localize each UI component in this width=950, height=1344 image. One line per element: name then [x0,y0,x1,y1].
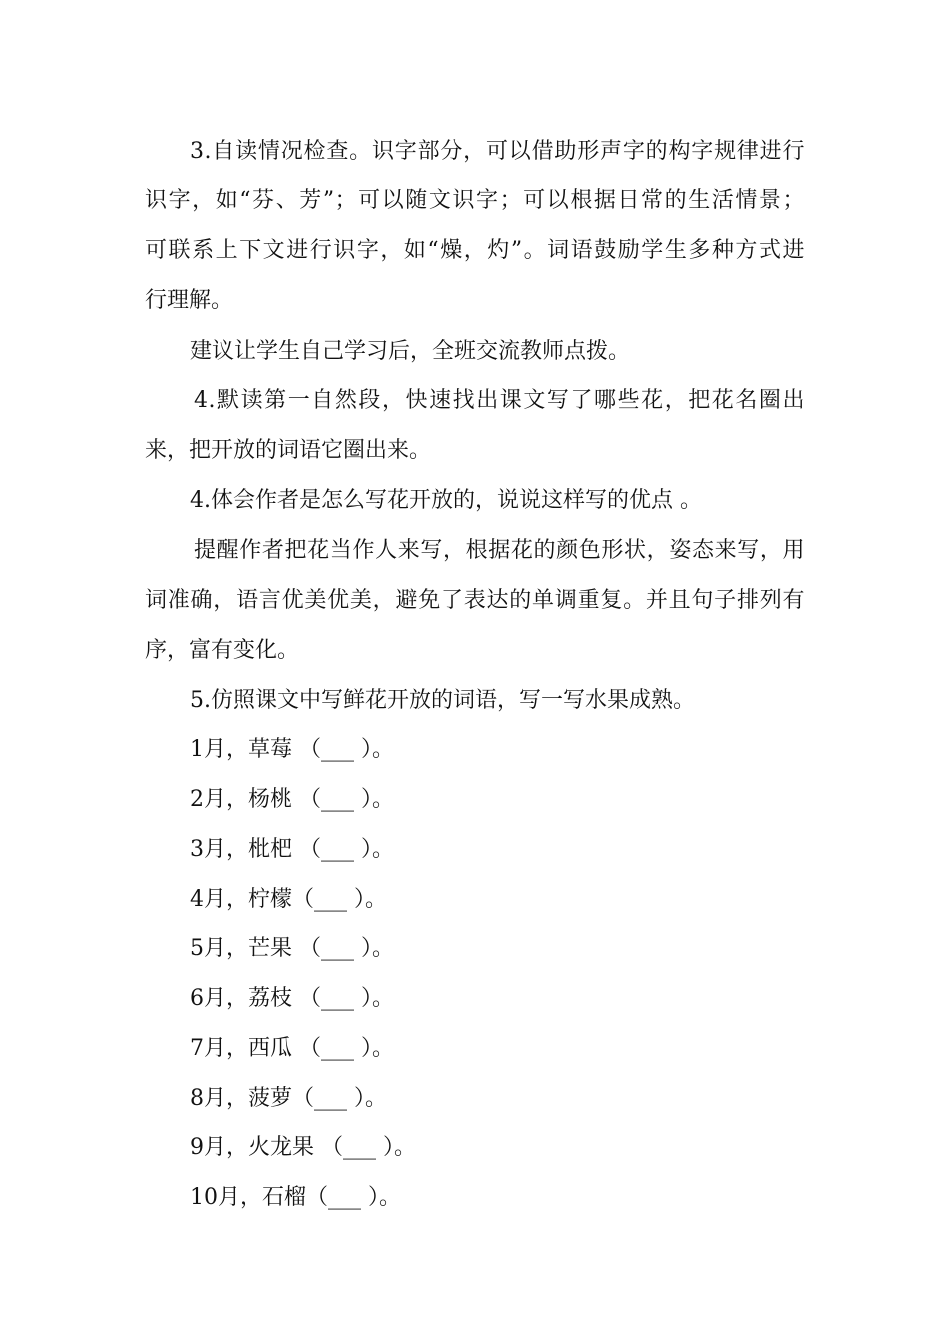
paragraph-3-line-1: 3.自读情况检查。识字部分，可以借助形声字的构字规律进行 [190,139,805,164]
month-item: 3月，枇杷 （___ ）。 [190,837,394,862]
suggestion-line: 建议让学生自己学习后，全班交流教师点拨。 [190,339,631,364]
paragraph-3-line-3: 可联系上下文进行识字，如“燥，灼”。词语鼓励学生多种方式进 [145,238,805,263]
month-item: 6月，荔枝 （___ ）。 [190,986,394,1011]
remind-line-2: 词准确，语言优美优美，避免了表达的单调重复。并且句子排列有 [145,588,805,613]
paragraph-3-line-4: 行理解。 [145,288,234,313]
month-item: 1月，草莓 （___ ）。 [190,737,394,762]
paragraph-4a-line-2: 来，把开放的词语它圈出来。 [145,438,432,463]
remind-line-1: 提醒作者把花当作人来写，根据花的颜色形状，姿态来写，用 [194,538,805,563]
paragraph-4b-line: 4.体会作者是怎么写花开放的，说说这样写的优点 。 [190,488,702,513]
month-item: 8月，菠萝（___ ）。 [190,1086,387,1111]
month-item: 5月，芒果 （___ ）。 [190,936,394,961]
paragraph-5-line: 5.仿照课文中写鲜花开放的词语，写一写水果成熟。 [190,688,695,713]
month-item: 10月，石榴（___ ）。 [190,1185,401,1210]
paragraph-3-line-2: 识字，如“芬、芳”；可以随文识字；可以根据日常的生活情景； [145,188,805,213]
month-item: 9月，火龙果 （___ ）。 [190,1135,416,1160]
remind-line-3: 序，富有变化。 [145,638,300,663]
month-item: 2月，杨桃 （___ ）。 [190,787,394,812]
month-item: 4月，柠檬（___ ）。 [190,887,387,912]
paragraph-4a-line-1: 4.默读第一自然段，快速找出课文写了哪些花，把花名圈出 [194,388,805,413]
month-item: 7月，西瓜 （___ ）。 [190,1036,394,1061]
